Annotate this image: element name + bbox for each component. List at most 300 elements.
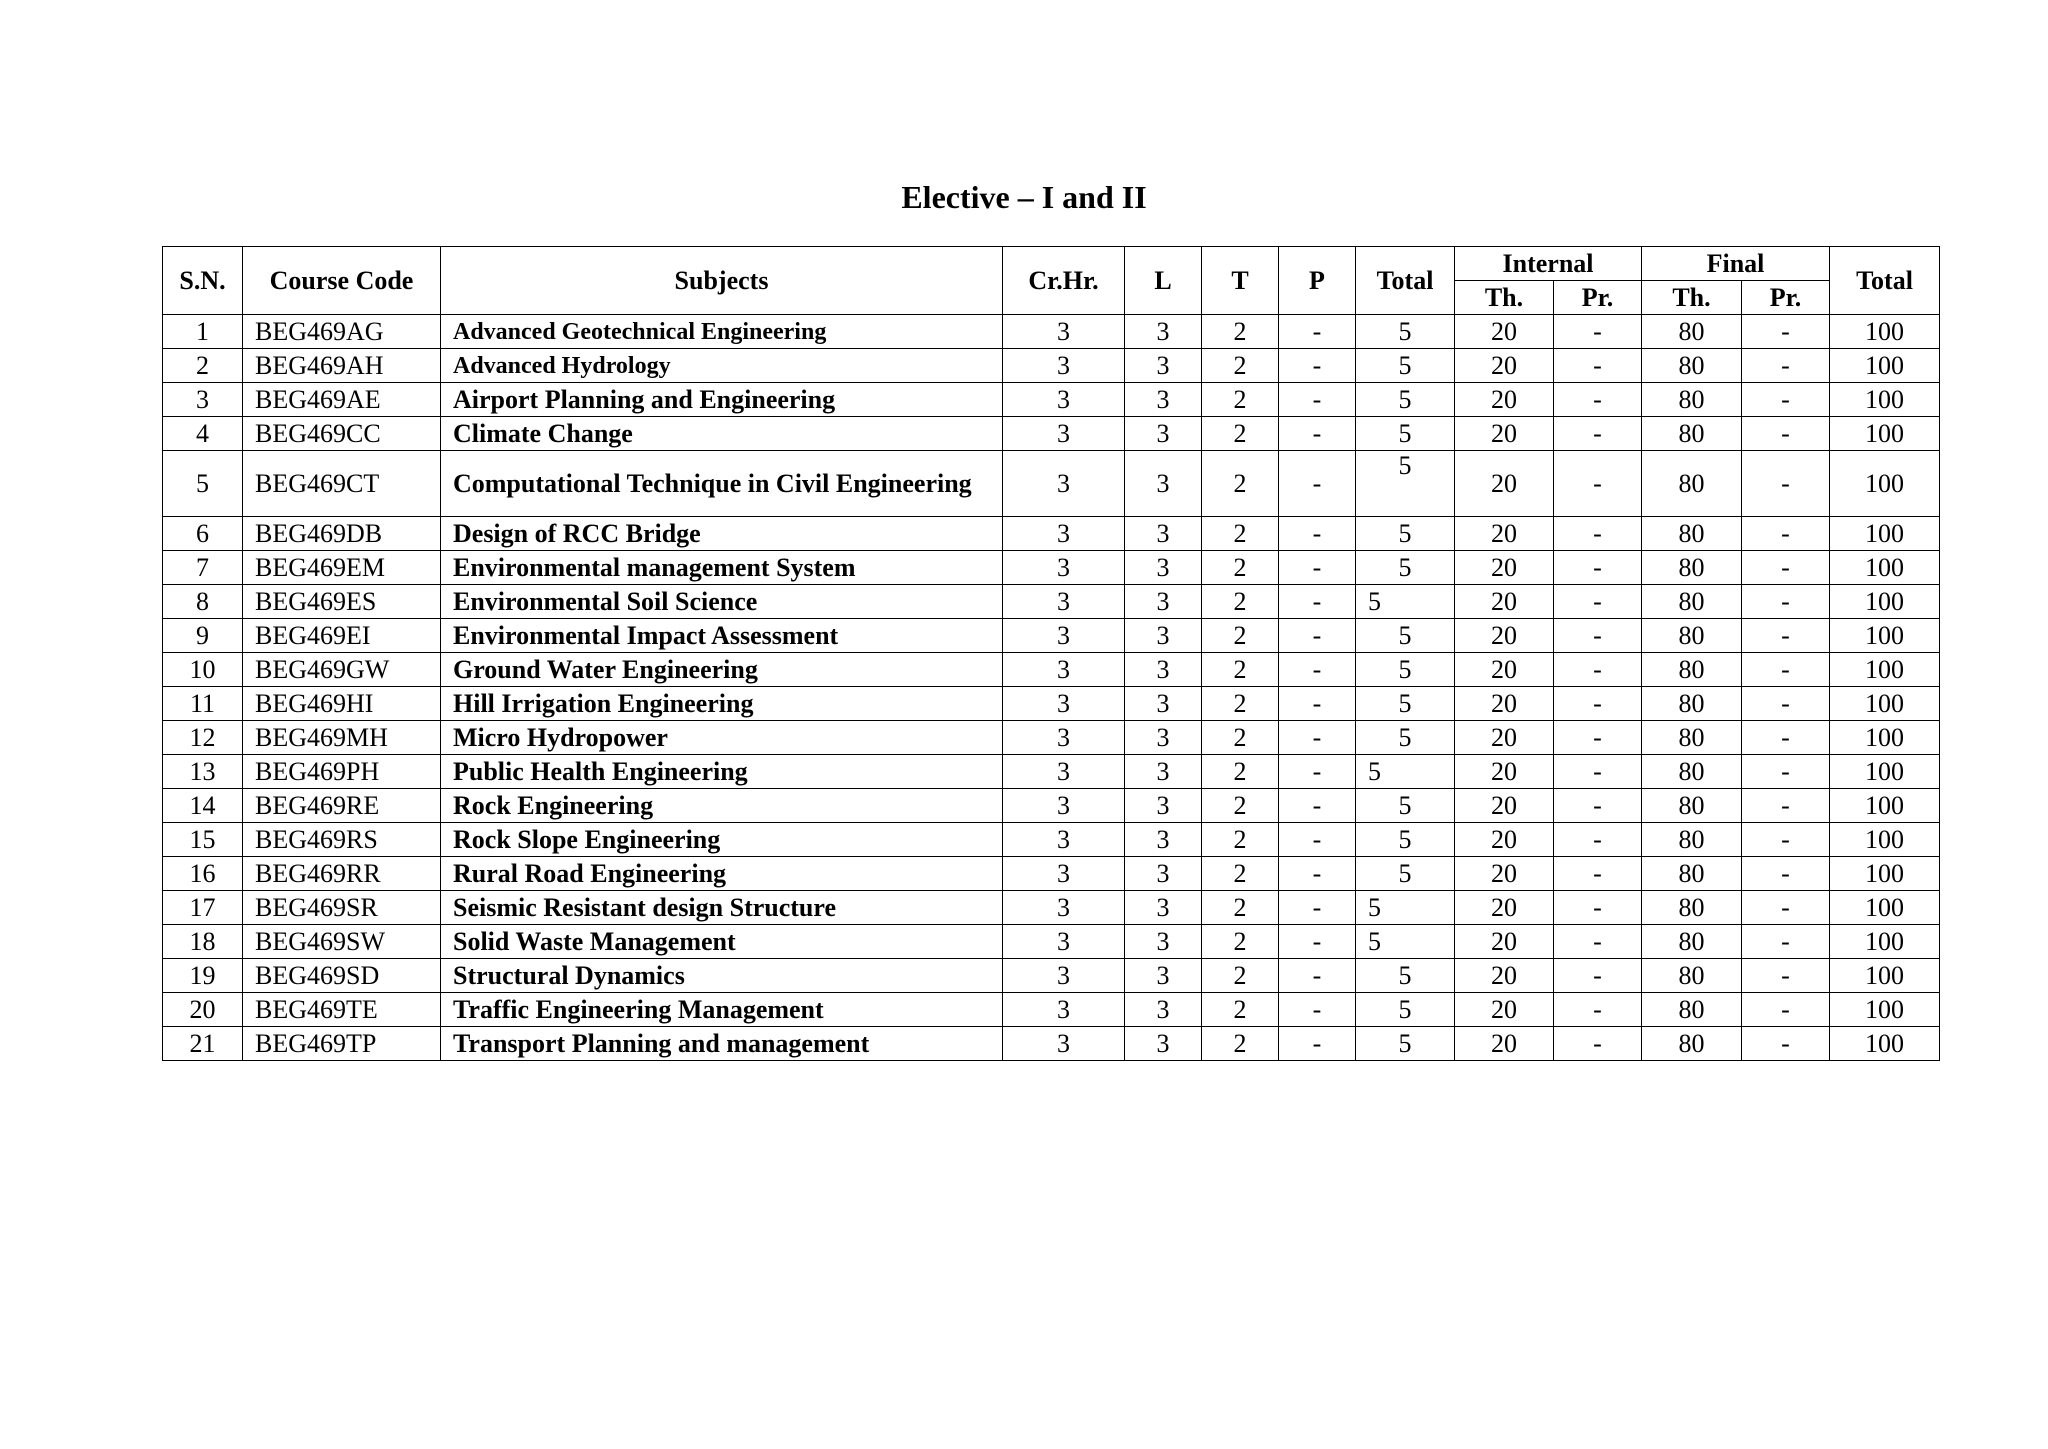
cell-lecture: 3	[1125, 451, 1202, 517]
cell-internal-practical: -	[1554, 517, 1642, 551]
cell-tutorial: 2	[1202, 653, 1279, 687]
cell-sn: 13	[163, 755, 243, 789]
table-row	[163, 517, 1940, 551]
cell-subject: Solid Waste Management	[441, 925, 1003, 959]
cell-final-theory: 80	[1642, 653, 1742, 687]
cell-lecture: 3	[1125, 619, 1202, 653]
cell-internal-theory: 20	[1455, 857, 1554, 891]
cell-final-practical: -	[1742, 585, 1830, 619]
header-lecture: L	[1125, 247, 1202, 315]
cell-total: 5	[1356, 925, 1455, 959]
cell-sn: 15	[163, 823, 243, 857]
cell-course-code: BEG469RE	[243, 789, 441, 823]
cell-final-practical: -	[1742, 993, 1830, 1027]
cell-grand-total: 100	[1830, 619, 1940, 653]
cell-subject: Seismic Resistant design Structure	[441, 891, 1003, 925]
cell-lecture: 3	[1125, 1027, 1202, 1061]
cell-total: 5	[1356, 1027, 1455, 1061]
cell-tutorial: 2	[1202, 993, 1279, 1027]
cell-grand-total: 100	[1830, 1027, 1940, 1061]
cell-final-theory: 80	[1642, 1027, 1742, 1061]
cell-credit-hours: 3	[1003, 925, 1125, 959]
cell-final-practical: -	[1742, 417, 1830, 451]
cell-credit-hours: 3	[1003, 823, 1125, 857]
cell-lecture: 3	[1125, 891, 1202, 925]
cell-lecture: 3	[1125, 315, 1202, 349]
cell-internal-theory: 20	[1455, 517, 1554, 551]
cell-internal-theory: 20	[1455, 891, 1554, 925]
header-total: Total	[1356, 247, 1455, 315]
header-grand-total: Total	[1830, 247, 1940, 315]
cell-sn: 11	[163, 687, 243, 721]
cell-credit-hours: 3	[1003, 789, 1125, 823]
cell-lecture: 3	[1125, 823, 1202, 857]
cell-final-theory: 80	[1642, 687, 1742, 721]
cell-sn: 8	[163, 585, 243, 619]
cell-final-theory: 80	[1642, 517, 1742, 551]
cell-final-theory: 80	[1642, 417, 1742, 451]
header-final-theory: Th.	[1642, 281, 1742, 315]
cell-subject: Rock Engineering	[441, 789, 1003, 823]
cell-tutorial: 2	[1202, 551, 1279, 585]
cell-tutorial: 2	[1202, 857, 1279, 891]
cell-sn: 7	[163, 551, 243, 585]
cell-final-theory: 80	[1642, 755, 1742, 789]
cell-practical: -	[1279, 417, 1356, 451]
cell-final-practical: -	[1742, 619, 1830, 653]
cell-practical: -	[1279, 1027, 1356, 1061]
cell-practical: -	[1279, 451, 1356, 517]
cell-internal-theory: 20	[1455, 755, 1554, 789]
header-subjects: Subjects	[441, 247, 1003, 315]
cell-tutorial: 2	[1202, 517, 1279, 551]
cell-internal-theory: 20	[1455, 451, 1554, 517]
cell-credit-hours: 3	[1003, 517, 1125, 551]
cell-course-code: BEG469AG	[243, 315, 441, 349]
cell-total: 5	[1356, 857, 1455, 891]
cell-practical: -	[1279, 383, 1356, 417]
table-row	[163, 349, 1940, 383]
header-final: Final	[1642, 247, 1830, 281]
cell-practical: -	[1279, 687, 1356, 721]
cell-final-theory: 80	[1642, 857, 1742, 891]
cell-course-code: BEG469RS	[243, 823, 441, 857]
cell-final-practical: -	[1742, 823, 1830, 857]
cell-credit-hours: 3	[1003, 687, 1125, 721]
cell-final-practical: -	[1742, 315, 1830, 349]
cell-grand-total: 100	[1830, 551, 1940, 585]
table-row	[163, 721, 1940, 755]
cell-subject: Structural Dynamics	[441, 959, 1003, 993]
cell-total: 5	[1356, 755, 1455, 789]
cell-final-practical: -	[1742, 755, 1830, 789]
cell-sn: 21	[163, 1027, 243, 1061]
cell-lecture: 3	[1125, 349, 1202, 383]
cell-sn: 2	[163, 349, 243, 383]
table-row	[163, 417, 1940, 451]
cell-total: 5	[1356, 721, 1455, 755]
cell-credit-hours: 3	[1003, 585, 1125, 619]
cell-subject: Environmental Impact Assessment	[441, 619, 1003, 653]
cell-final-theory: 80	[1642, 383, 1742, 417]
cell-total: 5	[1356, 315, 1455, 349]
cell-credit-hours: 3	[1003, 315, 1125, 349]
cell-internal-practical: -	[1554, 993, 1642, 1027]
table-row	[163, 925, 1940, 959]
cell-practical: -	[1279, 619, 1356, 653]
cell-subject: Design of RCC Bridge	[441, 517, 1003, 551]
cell-subject: Climate Change	[441, 417, 1003, 451]
cell-course-code: BEG469CC	[243, 417, 441, 451]
elective-course-table	[162, 246, 1940, 1061]
cell-lecture: 3	[1125, 755, 1202, 789]
cell-total: 5	[1356, 585, 1455, 619]
cell-subject: Advanced Geotechnical Engineering	[441, 315, 1003, 349]
cell-credit-hours: 3	[1003, 653, 1125, 687]
page-title: Elective – I and II	[901, 179, 1147, 215]
header-internal: Internal	[1455, 247, 1642, 281]
table-row	[163, 653, 1940, 687]
cell-internal-practical: -	[1554, 619, 1642, 653]
cell-practical: -	[1279, 891, 1356, 925]
cell-practical: -	[1279, 721, 1356, 755]
cell-lecture: 3	[1125, 857, 1202, 891]
cell-grand-total: 100	[1830, 417, 1940, 451]
cell-internal-practical: -	[1554, 823, 1642, 857]
cell-internal-practical: -	[1554, 349, 1642, 383]
cell-tutorial: 2	[1202, 417, 1279, 451]
table-row	[163, 619, 1940, 653]
cell-grand-total: 100	[1830, 993, 1940, 1027]
cell-credit-hours: 3	[1003, 993, 1125, 1027]
cell-subject: Public Health Engineering	[441, 755, 1003, 789]
cell-grand-total: 100	[1830, 789, 1940, 823]
cell-tutorial: 2	[1202, 619, 1279, 653]
cell-internal-practical: -	[1554, 315, 1642, 349]
cell-grand-total: 100	[1830, 383, 1940, 417]
cell-internal-practical: -	[1554, 721, 1642, 755]
cell-internal-practical: -	[1554, 551, 1642, 585]
cell-internal-practical: -	[1554, 383, 1642, 417]
cell-sn: 19	[163, 959, 243, 993]
cell-sn: 5	[163, 451, 243, 517]
cell-grand-total: 100	[1830, 755, 1940, 789]
cell-total: 5	[1356, 823, 1455, 857]
cell-grand-total: 100	[1830, 315, 1940, 349]
header-tutorial: T	[1202, 247, 1279, 315]
table-row	[163, 891, 1940, 925]
cell-course-code: BEG469GW	[243, 653, 441, 687]
cell-internal-practical: -	[1554, 451, 1642, 517]
cell-subject: Airport Planning and Engineering	[441, 383, 1003, 417]
cell-subject: Transport Planning and management	[441, 1027, 1003, 1061]
cell-final-theory: 80	[1642, 451, 1742, 517]
cell-tutorial: 2	[1202, 891, 1279, 925]
cell-credit-hours: 3	[1003, 451, 1125, 517]
cell-internal-theory: 20	[1455, 315, 1554, 349]
cell-lecture: 3	[1125, 383, 1202, 417]
cell-grand-total: 100	[1830, 653, 1940, 687]
cell-total: 5	[1356, 417, 1455, 451]
cell-internal-theory: 20	[1455, 619, 1554, 653]
cell-sn: 3	[163, 383, 243, 417]
cell-internal-theory: 20	[1455, 417, 1554, 451]
cell-subject: Rural Road Engineering	[441, 857, 1003, 891]
cell-course-code: BEG469DB	[243, 517, 441, 551]
cell-internal-practical: -	[1554, 1027, 1642, 1061]
cell-sn: 10	[163, 653, 243, 687]
cell-practical: -	[1279, 789, 1356, 823]
cell-course-code: BEG469SR	[243, 891, 441, 925]
cell-grand-total: 100	[1830, 517, 1940, 551]
cell-tutorial: 2	[1202, 585, 1279, 619]
cell-final-practical: -	[1742, 383, 1830, 417]
cell-total: 5	[1356, 959, 1455, 993]
cell-internal-practical: -	[1554, 755, 1642, 789]
cell-course-code: BEG469PH	[243, 755, 441, 789]
cell-grand-total: 100	[1830, 451, 1940, 517]
table-header	[163, 247, 1940, 315]
header-sn: S.N.	[163, 247, 243, 315]
cell-practical: -	[1279, 755, 1356, 789]
cell-final-theory: 80	[1642, 993, 1742, 1027]
header-practical: P	[1279, 247, 1356, 315]
cell-course-code: BEG469EM	[243, 551, 441, 585]
cell-course-code: BEG469HI	[243, 687, 441, 721]
cell-tutorial: 2	[1202, 1027, 1279, 1061]
cell-subject: Environmental management System	[441, 551, 1003, 585]
cell-grand-total: 100	[1830, 959, 1940, 993]
table-row	[163, 315, 1940, 349]
cell-subject: Computational Technique in Civil Engineering	[441, 451, 1003, 517]
cell-tutorial: 2	[1202, 789, 1279, 823]
cell-internal-theory: 20	[1455, 721, 1554, 755]
cell-credit-hours: 3	[1003, 1027, 1125, 1061]
cell-tutorial: 2	[1202, 959, 1279, 993]
cell-tutorial: 2	[1202, 925, 1279, 959]
cell-practical: -	[1279, 823, 1356, 857]
cell-lecture: 3	[1125, 417, 1202, 451]
cell-subject: Hill Irrigation Engineering	[441, 687, 1003, 721]
cell-final-practical: -	[1742, 517, 1830, 551]
cell-internal-practical: -	[1554, 687, 1642, 721]
cell-internal-practical: -	[1554, 585, 1642, 619]
cell-internal-practical: -	[1554, 891, 1642, 925]
table-row	[163, 857, 1940, 891]
cell-final-theory: 80	[1642, 891, 1742, 925]
cell-internal-theory: 20	[1455, 687, 1554, 721]
cell-internal-practical: -	[1554, 959, 1642, 993]
table-body	[163, 315, 1940, 1061]
cell-grand-total: 100	[1830, 585, 1940, 619]
cell-internal-practical: -	[1554, 789, 1642, 823]
cell-tutorial: 2	[1202, 823, 1279, 857]
table-row	[163, 993, 1940, 1027]
cell-grand-total: 100	[1830, 925, 1940, 959]
cell-final-practical: -	[1742, 349, 1830, 383]
cell-total: 5	[1356, 891, 1455, 925]
cell-grand-total: 100	[1830, 823, 1940, 857]
cell-internal-theory: 20	[1455, 585, 1554, 619]
cell-final-practical: -	[1742, 551, 1830, 585]
cell-credit-hours: 3	[1003, 383, 1125, 417]
cell-lecture: 3	[1125, 687, 1202, 721]
cell-final-practical: -	[1742, 687, 1830, 721]
cell-lecture: 3	[1125, 551, 1202, 585]
table-row	[163, 1027, 1940, 1061]
cell-sn: 6	[163, 517, 243, 551]
cell-lecture: 3	[1125, 959, 1202, 993]
cell-sn: 12	[163, 721, 243, 755]
cell-internal-practical: -	[1554, 925, 1642, 959]
cell-subject: Advanced Hydrology	[441, 349, 1003, 383]
header-internal-practical: Pr.	[1554, 281, 1642, 315]
cell-final-theory: 80	[1642, 721, 1742, 755]
cell-sn: 9	[163, 619, 243, 653]
cell-total: 5	[1356, 517, 1455, 551]
cell-subject: Environmental Soil Science	[441, 585, 1003, 619]
cell-final-practical: -	[1742, 721, 1830, 755]
cell-lecture: 3	[1125, 517, 1202, 551]
cell-practical: -	[1279, 959, 1356, 993]
table-row	[163, 551, 1940, 585]
cell-credit-hours: 3	[1003, 551, 1125, 585]
cell-total: 5	[1356, 349, 1455, 383]
cell-course-code: BEG469SD	[243, 959, 441, 993]
cell-subject: Rock Slope Engineering	[441, 823, 1003, 857]
cell-course-code: BEG469MH	[243, 721, 441, 755]
cell-credit-hours: 3	[1003, 959, 1125, 993]
cell-internal-practical: -	[1554, 653, 1642, 687]
cell-grand-total: 100	[1830, 349, 1940, 383]
cell-total: 5	[1356, 789, 1455, 823]
cell-subject: Traffic Engineering Management	[441, 993, 1003, 1027]
cell-lecture: 3	[1125, 721, 1202, 755]
cell-lecture: 3	[1125, 653, 1202, 687]
cell-course-code: BEG469CT	[243, 451, 441, 517]
cell-internal-theory: 20	[1455, 551, 1554, 585]
cell-tutorial: 2	[1202, 755, 1279, 789]
table-row	[163, 959, 1940, 993]
cell-internal-theory: 20	[1455, 925, 1554, 959]
cell-final-theory: 80	[1642, 959, 1742, 993]
cell-tutorial: 2	[1202, 721, 1279, 755]
cell-sn: 1	[163, 315, 243, 349]
header-internal-theory: Th.	[1455, 281, 1554, 315]
cell-practical: -	[1279, 857, 1356, 891]
cell-credit-hours: 3	[1003, 721, 1125, 755]
cell-tutorial: 2	[1202, 687, 1279, 721]
cell-practical: -	[1279, 925, 1356, 959]
cell-lecture: 3	[1125, 585, 1202, 619]
cell-sn: 14	[163, 789, 243, 823]
table-row	[163, 789, 1940, 823]
table-row	[163, 823, 1940, 857]
cell-internal-practical: -	[1554, 857, 1642, 891]
header-row-top	[163, 247, 1940, 281]
cell-final-practical: -	[1742, 857, 1830, 891]
cell-credit-hours: 3	[1003, 417, 1125, 451]
table-row	[163, 687, 1940, 721]
cell-total: 5	[1356, 551, 1455, 585]
cell-internal-practical: -	[1554, 417, 1642, 451]
cell-grand-total: 100	[1830, 891, 1940, 925]
cell-course-code: BEG469RR	[243, 857, 441, 891]
cell-course-code: BEG469TE	[243, 993, 441, 1027]
cell-tutorial: 2	[1202, 315, 1279, 349]
cell-final-practical: -	[1742, 789, 1830, 823]
cell-sn: 20	[163, 993, 243, 1027]
cell-total: 5	[1356, 383, 1455, 417]
cell-lecture: 3	[1125, 993, 1202, 1027]
cell-credit-hours: 3	[1003, 349, 1125, 383]
cell-final-practical: -	[1742, 1027, 1830, 1061]
cell-practical: -	[1279, 993, 1356, 1027]
cell-course-code: BEG469ES	[243, 585, 441, 619]
header-course-code: Course Code	[243, 247, 441, 315]
cell-credit-hours: 3	[1003, 755, 1125, 789]
cell-final-practical: -	[1742, 891, 1830, 925]
cell-practical: -	[1279, 585, 1356, 619]
cell-final-theory: 80	[1642, 789, 1742, 823]
cell-course-code: BEG469SW	[243, 925, 441, 959]
cell-internal-theory: 20	[1455, 349, 1554, 383]
cell-practical: -	[1279, 517, 1356, 551]
cell-internal-theory: 20	[1455, 383, 1554, 417]
cell-practical: -	[1279, 315, 1356, 349]
table-row	[163, 585, 1940, 619]
cell-final-practical: -	[1742, 653, 1830, 687]
cell-practical: -	[1279, 349, 1356, 383]
cell-course-code: BEG469EI	[243, 619, 441, 653]
cell-final-theory: 80	[1642, 619, 1742, 653]
cell-total: 5	[1356, 687, 1455, 721]
cell-lecture: 3	[1125, 925, 1202, 959]
table-row	[163, 383, 1940, 417]
cell-total: 5	[1356, 619, 1455, 653]
cell-final-practical: -	[1742, 451, 1830, 517]
cell-tutorial: 2	[1202, 349, 1279, 383]
cell-total: 5	[1356, 653, 1455, 687]
cell-grand-total: 100	[1830, 721, 1940, 755]
cell-course-code: BEG469AE	[243, 383, 441, 417]
cell-internal-theory: 20	[1455, 653, 1554, 687]
cell-credit-hours: 3	[1003, 857, 1125, 891]
cell-final-practical: -	[1742, 959, 1830, 993]
cell-sn: 16	[163, 857, 243, 891]
cell-internal-theory: 20	[1455, 789, 1554, 823]
cell-course-code: BEG469TP	[243, 1027, 441, 1061]
cell-sn: 4	[163, 417, 243, 451]
table-row	[163, 451, 1940, 517]
header-credit-hours: Cr.Hr.	[1003, 247, 1125, 315]
cell-grand-total: 100	[1830, 687, 1940, 721]
cell-total: 5	[1356, 451, 1455, 517]
cell-grand-total: 100	[1830, 857, 1940, 891]
cell-final-theory: 80	[1642, 925, 1742, 959]
cell-internal-theory: 20	[1455, 823, 1554, 857]
cell-final-theory: 80	[1642, 551, 1742, 585]
cell-sn: 17	[163, 891, 243, 925]
cell-internal-theory: 20	[1455, 993, 1554, 1027]
cell-practical: -	[1279, 653, 1356, 687]
cell-credit-hours: 3	[1003, 619, 1125, 653]
cell-lecture: 3	[1125, 789, 1202, 823]
cell-final-theory: 80	[1642, 349, 1742, 383]
cell-final-theory: 80	[1642, 315, 1742, 349]
cell-internal-theory: 20	[1455, 959, 1554, 993]
cell-final-practical: -	[1742, 925, 1830, 959]
